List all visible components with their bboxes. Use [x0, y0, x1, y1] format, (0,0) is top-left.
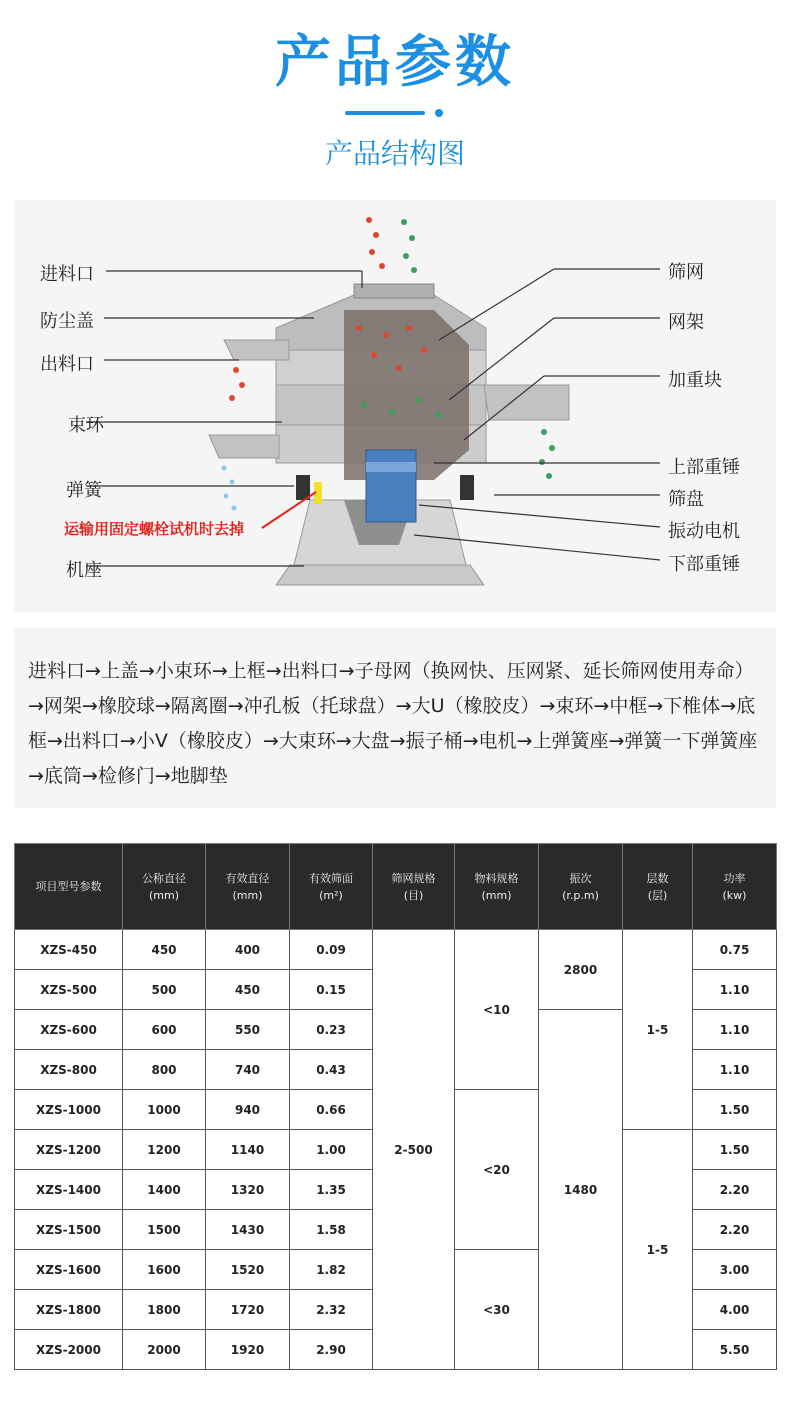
cell-nominal: 1200 — [123, 1130, 206, 1170]
label-clamp-ring: 束环 — [68, 415, 104, 436]
table-header-row — [15, 844, 777, 930]
cell-area: 1.35 — [290, 1170, 373, 1210]
cell-mesh: 2-500 — [373, 930, 455, 1370]
cell-material: <10 — [455, 930, 539, 1090]
cell-power: 1.10 — [693, 1010, 777, 1050]
cell-nominal: 450 — [123, 930, 206, 970]
col-header-model: 项目型号参数 — [15, 844, 123, 930]
cell-layers: 1-5 — [623, 930, 693, 1130]
cell-nominal: 1500 — [123, 1210, 206, 1250]
cell-power: 1.50 — [693, 1130, 777, 1170]
cell-nominal: 500 — [123, 970, 206, 1010]
col-header-material: 物料规格 (mm) — [455, 844, 539, 930]
cell-model: XZS-2000 — [15, 1330, 123, 1370]
cell-power: 1.10 — [693, 1050, 777, 1090]
cell-power: 2.20 — [693, 1210, 777, 1250]
cell-nominal: 800 — [123, 1050, 206, 1090]
cell-effective: 1430 — [206, 1210, 290, 1250]
cell-area: 0.66 — [290, 1090, 373, 1130]
label-upper-hammer: 上部重锤 — [668, 457, 740, 478]
sieve-machine-illustration — [14, 200, 776, 612]
cell-effective: 1140 — [206, 1130, 290, 1170]
cell-frequency: 1480 — [539, 1010, 623, 1370]
col-header-mesh: 筛网规格 (目) — [373, 844, 455, 930]
cell-effective: 1320 — [206, 1170, 290, 1210]
cell-model: XZS-1000 — [15, 1090, 123, 1130]
cell-model: XZS-600 — [15, 1010, 123, 1050]
assembly-flow-text: 进料口→上盖→小束环→上框→出料口→子母网（换网快、压网紧、延长筛网使用寿命）→网架→橡胶球→隔离圈→冲孔板（托球盘）→大U（橡胶皮）→束环→中框→下椎体→底框→出料口→小V（橡胶皮）→大束环→大盘→振子桶→电机→上弹簧座→弹簧一下弹簧座→底筒→检修门→地脚垫 — [28, 660, 758, 787]
col-header-effective: 有效直径 (mm) — [206, 844, 290, 930]
cell-effective: 450 — [206, 970, 290, 1010]
cell-model: XZS-500 — [15, 970, 123, 1010]
cell-effective: 940 — [206, 1090, 290, 1130]
cell-model: XZS-450 — [15, 930, 123, 970]
label-dust-cover: 防尘盖 — [40, 311, 94, 332]
title-underline — [345, 108, 445, 118]
cell-area: 0.09 — [290, 930, 373, 970]
cell-nominal: 1000 — [123, 1090, 206, 1130]
warning-text: 运输用固定螺栓试机时去掉 — [64, 520, 245, 538]
cell-effective: 1520 — [206, 1250, 290, 1290]
cell-model: XZS-1600 — [15, 1250, 123, 1290]
col-header-nominal: 公称直径 (mm) — [123, 844, 206, 930]
assembly-flow-panel — [14, 628, 776, 808]
cell-model: XZS-800 — [15, 1050, 123, 1090]
label-feed-inlet: 进料口 — [40, 264, 94, 285]
cell-model: XZS-1400 — [15, 1170, 123, 1210]
page-title: 产品参数 — [275, 30, 515, 95]
cell-effective: 740 — [206, 1050, 290, 1090]
col-header-layers: 层数 (层) — [623, 844, 693, 930]
cell-frequency: 2800 — [539, 930, 623, 1010]
cell-power: 2.20 — [693, 1170, 777, 1210]
col-header-area: 有效筛面 (m²) — [290, 844, 373, 930]
label-lower-hammer: 下部重锤 — [668, 554, 740, 575]
cell-model: XZS-1800 — [15, 1290, 123, 1330]
col-header-power: 功率 (kw) — [693, 844, 777, 930]
cell-model: XZS-1200 — [15, 1130, 123, 1170]
label-spring: 弹簧 — [66, 480, 102, 501]
cell-effective: 1720 — [206, 1290, 290, 1330]
section-subtitle: 产品结构图 — [324, 137, 465, 170]
cell-area: 1.58 — [290, 1210, 373, 1250]
cell-material: <30 — [455, 1250, 539, 1370]
cell-power: 1.10 — [693, 970, 777, 1010]
table-row — [15, 930, 777, 970]
cell-effective: 550 — [206, 1010, 290, 1050]
label-outlet: 出料口 — [40, 354, 94, 375]
cell-material: <20 — [455, 1090, 539, 1250]
label-mesh-frame: 网架 — [668, 312, 704, 333]
cell-effective: 400 — [206, 930, 290, 970]
label-screen-mesh: 筛网 — [668, 262, 704, 283]
cell-area: 0.43 — [290, 1050, 373, 1090]
cell-model: XZS-1500 — [15, 1210, 123, 1250]
cell-area: 2.32 — [290, 1290, 373, 1330]
cell-area: 0.23 — [290, 1010, 373, 1050]
structure-diagram — [14, 200, 776, 612]
cell-area: 1.82 — [290, 1250, 373, 1290]
label-screen-tray: 筛盘 — [668, 489, 704, 510]
cell-area: 2.90 — [290, 1330, 373, 1370]
parameter-table — [14, 843, 777, 1370]
cell-nominal: 1800 — [123, 1290, 206, 1330]
cell-nominal: 1400 — [123, 1170, 206, 1210]
cell-nominal: 1600 — [123, 1250, 206, 1290]
cell-power: 5.50 — [693, 1330, 777, 1370]
label-vibration-motor: 振动电机 — [668, 521, 740, 542]
cell-power: 4.00 — [693, 1290, 777, 1330]
label-base: 机座 — [66, 560, 102, 581]
cell-area: 1.00 — [290, 1130, 373, 1170]
cell-nominal: 2000 — [123, 1330, 206, 1370]
cell-effective: 1920 — [206, 1330, 290, 1370]
cell-power: 1.50 — [693, 1090, 777, 1130]
cell-power: 3.00 — [693, 1250, 777, 1290]
label-weight-block: 加重块 — [668, 370, 722, 391]
cell-layers: 1-5 — [623, 1130, 693, 1370]
cell-nominal: 600 — [123, 1010, 206, 1050]
cell-power: 0.75 — [693, 930, 777, 970]
cell-area: 0.15 — [290, 970, 373, 1010]
col-header-frequency: 振次 (r.p.m) — [539, 844, 623, 930]
